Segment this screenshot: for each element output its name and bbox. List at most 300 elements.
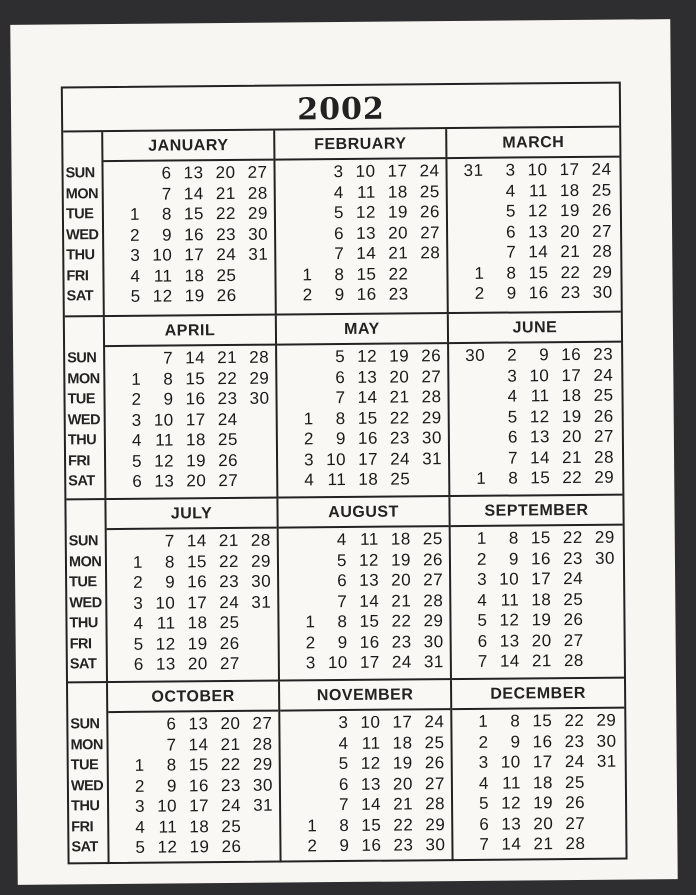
date-cell: 14 xyxy=(361,794,382,814)
date-cell: 25 xyxy=(419,181,440,201)
date-cell: 11 xyxy=(158,816,178,837)
date-cell: 30 xyxy=(594,548,616,568)
weekday-label: WED xyxy=(66,226,99,243)
date-cell: 5 xyxy=(336,550,348,570)
date-cell: 24 xyxy=(217,409,238,429)
date-cell: 7 xyxy=(337,591,348,611)
date-cell: 8 xyxy=(161,204,172,224)
date-cell: 27 xyxy=(593,426,614,446)
date-cell: 25 xyxy=(593,385,614,405)
date-cell: 3 xyxy=(131,410,142,430)
date-cell: 20 xyxy=(389,366,410,387)
date-cell: 12 xyxy=(155,633,176,654)
date-cell: 27 xyxy=(420,222,441,242)
date-cell: 18 xyxy=(559,180,580,200)
date-cell: 4 xyxy=(477,590,488,610)
date-cell: 9 xyxy=(339,835,350,856)
date-cell: 28 xyxy=(565,833,586,854)
date-cell: 25 xyxy=(422,529,443,549)
month-may xyxy=(277,314,451,496)
date-cell: 28 xyxy=(420,243,441,263)
weekday-label: WED xyxy=(69,594,102,611)
weekday-label: SAT xyxy=(66,288,94,305)
month-name: SEPTEMBER xyxy=(450,496,622,527)
date-cell: 23 xyxy=(216,224,237,244)
date-cell: 9 xyxy=(337,632,348,652)
date-cell: 3 xyxy=(304,449,315,469)
date-cell: 12 xyxy=(501,793,522,813)
weekday-label: FRI xyxy=(71,818,94,835)
date-cell: 29 xyxy=(249,368,270,388)
month-name: FEBRUARY xyxy=(275,129,445,160)
date-cell: 27 xyxy=(592,221,613,241)
month-name: JANUARY xyxy=(103,131,273,162)
weekday-label: FRI xyxy=(69,635,92,652)
date-cell: 30 xyxy=(596,731,617,751)
quarter-4 xyxy=(68,677,626,865)
date-cell: 5 xyxy=(335,346,346,367)
date-cell: 31 xyxy=(463,160,484,180)
date-cell: 6 xyxy=(334,223,345,243)
date-cell: 11 xyxy=(356,182,376,202)
month-june xyxy=(449,313,623,495)
month-december xyxy=(452,679,626,861)
date-cell: 28 xyxy=(421,387,442,407)
date-cell: 20 xyxy=(220,713,241,734)
date-cell: 21 xyxy=(562,447,583,467)
month-march xyxy=(447,128,621,312)
date-cell: 8 xyxy=(166,755,177,775)
date-cell: 6 xyxy=(161,163,172,183)
date-cell: 8 xyxy=(163,368,174,389)
weekday-label: SUN xyxy=(67,350,97,367)
date-cell: 2 xyxy=(478,732,489,752)
date-cell: 25 xyxy=(564,772,585,792)
date-cell: 9 xyxy=(166,775,177,796)
date-cell: 30 xyxy=(592,282,613,302)
month-name: DECEMBER xyxy=(452,679,624,710)
date-cell: 15 xyxy=(532,711,553,731)
date-cell: 29 xyxy=(594,527,615,547)
date-cell: 6 xyxy=(479,814,490,834)
date-cell: 14 xyxy=(359,591,380,611)
date-cell: 16 xyxy=(187,572,208,592)
date-cell: 17 xyxy=(559,159,580,180)
date-cell: 21 xyxy=(217,347,238,368)
date-cell: 21 xyxy=(560,241,581,262)
date-cell: 15 xyxy=(359,611,380,631)
date-cell: 29 xyxy=(252,754,273,774)
month-november xyxy=(280,680,454,862)
date-cell: 4 xyxy=(505,180,516,201)
date-cell: 26 xyxy=(216,285,237,306)
month-september xyxy=(450,496,624,678)
date-cell: 17 xyxy=(561,365,582,385)
date-cell: 18 xyxy=(189,816,210,836)
date-cell: 9 xyxy=(510,731,521,752)
date-cell: 19 xyxy=(186,450,207,470)
date-cell: 17 xyxy=(184,245,205,265)
weekday-label: THU xyxy=(66,247,95,264)
weekday-label: SUN xyxy=(70,716,100,733)
date-cell: 12 xyxy=(152,286,173,306)
date-cell: 19 xyxy=(533,793,554,813)
date-cell: 20 xyxy=(561,426,582,447)
date-cell: 26 xyxy=(591,200,612,220)
date-cell: 3 xyxy=(133,593,144,613)
date-cell: 24 xyxy=(390,448,411,469)
date-cell: 20 xyxy=(388,222,409,243)
calendar-card xyxy=(10,19,677,885)
date-cell: 14 xyxy=(499,651,520,671)
month-name: JUNE xyxy=(449,313,621,344)
date-cell: 6 xyxy=(132,471,143,491)
date-cell: 17 xyxy=(359,652,380,672)
date-cell: 3 xyxy=(135,796,146,816)
date-cell: 8 xyxy=(334,264,345,284)
date-cell: 24 xyxy=(419,161,440,181)
date-cell: 9 xyxy=(162,224,173,245)
date-cell: 14 xyxy=(185,348,206,368)
date-cell: 21 xyxy=(533,834,554,854)
date-cell: 20 xyxy=(560,221,581,241)
date-cell: 3 xyxy=(505,160,516,180)
date-cell: 23 xyxy=(388,284,409,304)
date-cell: 26 xyxy=(593,406,614,426)
date-cell: 13 xyxy=(356,223,377,243)
date-cell: 22 xyxy=(217,368,238,388)
date-cell: 20 xyxy=(531,630,552,650)
weekday-label: MON xyxy=(68,553,102,570)
date-cell: 9 xyxy=(165,572,176,592)
date-cell: 16 xyxy=(530,548,552,568)
date-cell: 6 xyxy=(477,631,488,651)
date-cell: 12 xyxy=(355,202,376,222)
weekday-label: WED xyxy=(70,777,104,794)
date-cell: 10 xyxy=(500,752,521,772)
date-cell: 7 xyxy=(477,651,488,671)
date-cell: 8 xyxy=(164,551,176,572)
date-cell: 31 xyxy=(253,795,274,815)
date-cell: 9 xyxy=(334,284,345,305)
date-cell: 15 xyxy=(188,755,209,775)
date-cell: 25 xyxy=(216,265,237,285)
date-cell: 10 xyxy=(152,245,173,265)
date-cell: 3 xyxy=(333,161,344,182)
date-cell: 26 xyxy=(422,549,444,569)
date-cell: 26 xyxy=(421,346,442,366)
date-cell: 23 xyxy=(393,835,414,855)
date-cell: 31 xyxy=(248,244,269,264)
date-cell: 15 xyxy=(183,204,204,224)
date-cell: 11 xyxy=(155,430,174,450)
month-name: AUGUST xyxy=(278,497,448,528)
date-cell: 11 xyxy=(530,386,550,406)
date-cell: 6 xyxy=(335,367,346,387)
date-cell: 12 xyxy=(529,406,550,426)
date-cell: 3 xyxy=(305,653,316,673)
date-cell: 18 xyxy=(358,469,379,489)
date-cell: 3 xyxy=(478,752,489,772)
date-cell: 22 xyxy=(391,611,412,631)
month-january xyxy=(103,131,277,315)
date-cell: 24 xyxy=(424,712,445,732)
date-cell: 19 xyxy=(390,549,412,570)
date-cell: 2 xyxy=(303,429,314,449)
date-cell: 28 xyxy=(249,347,270,367)
date-cell: 29 xyxy=(425,814,446,834)
date-cell: 29 xyxy=(421,407,442,427)
date-cell: 18 xyxy=(387,181,408,202)
date-cell: 6 xyxy=(337,570,348,591)
date-cell: 31 xyxy=(423,652,444,672)
date-cell: 1 xyxy=(478,711,489,731)
date-cell: 9 xyxy=(335,428,346,449)
date-cell: 3 xyxy=(477,569,488,589)
date-cell: 25 xyxy=(424,732,445,752)
date-cell: 30 xyxy=(465,345,486,365)
date-cell: 22 xyxy=(218,551,240,571)
date-cell: 19 xyxy=(187,633,208,653)
date-cell: 4 xyxy=(336,529,347,550)
date-cell: 24 xyxy=(391,652,412,672)
date-cell: 30 xyxy=(421,428,442,448)
date-cell: 26 xyxy=(565,792,586,813)
date-cell: 13 xyxy=(499,630,520,651)
date-cell: 12 xyxy=(527,201,548,221)
date-cell: 2 xyxy=(507,345,518,365)
date-cell: 23 xyxy=(593,344,614,364)
date-cell: 14 xyxy=(357,387,378,407)
date-cell: 1 xyxy=(474,263,485,283)
date-cell: 11 xyxy=(500,589,520,610)
date-cell: 20 xyxy=(392,773,413,794)
date-cell: 5 xyxy=(338,753,349,774)
date-cell: 4 xyxy=(333,182,344,202)
date-cell: 13 xyxy=(183,163,204,183)
date-cell: 16 xyxy=(528,283,549,303)
date-cell: 30 xyxy=(251,571,272,591)
date-cell: 2 xyxy=(130,225,141,245)
date-cell: 24 xyxy=(591,159,612,179)
date-cell: 14 xyxy=(183,183,204,203)
date-cell: 13 xyxy=(501,813,522,834)
date-cell: 15 xyxy=(530,468,551,488)
date-cell: 3 xyxy=(507,365,518,386)
weekday-label: SAT xyxy=(71,839,98,856)
date-cell: 27 xyxy=(219,653,240,674)
date-cell: 8 xyxy=(510,711,521,731)
date-cell: 5 xyxy=(132,451,143,471)
date-cell: 23 xyxy=(562,548,584,568)
date-cell: 29 xyxy=(247,203,268,223)
date-cell: 3 xyxy=(338,712,349,733)
date-cell: 29 xyxy=(594,467,615,487)
date-cell: 23 xyxy=(560,282,581,303)
date-cell: 27 xyxy=(218,470,239,491)
date-cell: 7 xyxy=(479,834,490,854)
date-cell: 8 xyxy=(506,262,517,283)
date-cell: 14 xyxy=(188,734,209,754)
weekday-label: FRI xyxy=(67,452,90,469)
date-cell: 4 xyxy=(131,430,142,450)
weekday-label: TUE xyxy=(70,757,99,774)
weekday-label: WED xyxy=(67,411,101,428)
month-february xyxy=(275,129,449,313)
date-cell: 21 xyxy=(215,183,236,203)
date-cell: 25 xyxy=(219,612,240,633)
date-cell: 20 xyxy=(186,471,207,491)
date-cell: 12 xyxy=(358,550,380,570)
date-cell: 2 xyxy=(476,549,488,569)
date-cell: 2 xyxy=(305,632,316,652)
weekday-column xyxy=(68,683,110,864)
date-cell: 13 xyxy=(528,221,549,241)
date-cell: 19 xyxy=(184,286,205,306)
date-cell: 1 xyxy=(302,264,313,284)
date-cell: 10 xyxy=(527,160,548,180)
date-cell: 3 xyxy=(130,245,141,265)
date-cell: 17 xyxy=(189,796,210,816)
weekday-label: SAT xyxy=(68,473,95,490)
date-cell: 24 xyxy=(219,592,240,612)
date-cell: 16 xyxy=(357,428,378,448)
date-cell: 5 xyxy=(505,201,516,221)
date-cell: 27 xyxy=(563,630,584,650)
date-cell: 31 xyxy=(422,448,443,468)
date-cell: 14 xyxy=(501,834,522,854)
weekday-column xyxy=(66,500,108,681)
date-cell: 19 xyxy=(561,406,582,426)
date-cell: 28 xyxy=(250,530,271,550)
date-cell: 14 xyxy=(186,531,207,551)
date-cell: 1 xyxy=(131,369,142,389)
date-cell: 28 xyxy=(594,447,615,467)
date-cell: 23 xyxy=(219,571,240,592)
date-cell: 10 xyxy=(529,365,550,385)
quarter-3 xyxy=(66,494,624,682)
date-cell: 2 xyxy=(134,776,145,796)
date-cell: 25 xyxy=(390,469,411,489)
date-cell: 28 xyxy=(425,794,446,814)
date-cell: 9 xyxy=(539,345,550,365)
date-cell: 21 xyxy=(218,530,239,551)
date-cell: 19 xyxy=(531,610,552,630)
date-cell: 25 xyxy=(563,589,584,609)
date-cell: 9 xyxy=(163,389,174,409)
date-cell: 28 xyxy=(423,590,444,610)
date-cell: 4 xyxy=(478,773,489,793)
weekday-label: THU xyxy=(69,615,98,632)
date-cell: 20 xyxy=(391,570,412,590)
date-cell: 7 xyxy=(508,447,519,468)
weekday-label: TUE xyxy=(65,206,94,223)
date-cell: 27 xyxy=(565,813,586,833)
date-cell: 16 xyxy=(361,835,382,855)
date-cell: 15 xyxy=(356,264,377,284)
date-cell: 7 xyxy=(163,348,174,368)
date-cell: 28 xyxy=(252,734,273,754)
date-cell: 28 xyxy=(247,183,268,203)
date-cell: 23 xyxy=(564,731,585,751)
weekday-label: MON xyxy=(67,370,100,387)
date-cell: 28 xyxy=(592,241,613,261)
date-cell: 21 xyxy=(389,387,410,407)
date-cell: 14 xyxy=(530,447,551,467)
date-cell: 11 xyxy=(156,613,176,633)
weekday-label: THU xyxy=(71,798,100,815)
date-cell: 1 xyxy=(305,612,316,632)
date-cell: 24 xyxy=(216,244,237,265)
date-cell: 27 xyxy=(247,162,268,182)
date-cell: 5 xyxy=(333,202,344,223)
date-cell: 11 xyxy=(528,180,548,200)
date-cell: 4 xyxy=(507,386,518,406)
weekday-label: TUE xyxy=(69,574,97,591)
month-name: MARCH xyxy=(447,128,619,159)
date-cell: 31 xyxy=(596,751,617,771)
date-cell: 8 xyxy=(339,815,350,835)
date-cell: 23 xyxy=(391,631,412,652)
weekday-column xyxy=(65,317,107,498)
date-cell: 7 xyxy=(335,387,346,408)
date-cell: 5 xyxy=(133,634,144,654)
date-cell: 1 xyxy=(303,408,314,428)
date-cell: 5 xyxy=(477,610,488,630)
date-cell: 10 xyxy=(360,712,381,732)
date-cell: 7 xyxy=(161,183,172,204)
date-cell: 12 xyxy=(157,837,178,857)
date-cell: 28 xyxy=(563,650,584,671)
calendar-2002 xyxy=(61,82,628,865)
date-cell: 26 xyxy=(221,836,242,857)
date-cell: 31 xyxy=(251,592,272,612)
date-cell: 7 xyxy=(164,531,175,551)
date-cell: 12 xyxy=(360,753,381,773)
month-name: OCTOBER xyxy=(108,682,278,713)
date-cell: 11 xyxy=(153,265,173,286)
date-cell: 20 xyxy=(215,162,236,183)
date-cell: 10 xyxy=(355,161,376,181)
date-cell: 17 xyxy=(187,592,208,612)
date-cell: 17 xyxy=(358,449,379,469)
date-cell: 6 xyxy=(506,221,517,242)
date-cell: 22 xyxy=(564,710,585,731)
weekday-column xyxy=(63,132,105,315)
date-cell: 10 xyxy=(327,652,348,673)
date-cell: 4 xyxy=(135,817,146,837)
date-cell: 24 xyxy=(564,751,585,772)
date-cell: 9 xyxy=(506,283,517,303)
date-cell: 15 xyxy=(186,551,208,571)
date-cell: 6 xyxy=(133,654,144,674)
date-cell: 22 xyxy=(393,814,414,835)
date-cell: 21 xyxy=(393,794,414,814)
date-cell: 19 xyxy=(392,753,413,773)
date-cell: 19 xyxy=(387,202,408,222)
date-cell: 10 xyxy=(499,569,520,589)
date-cell: 10 xyxy=(155,592,176,613)
date-cell: 22 xyxy=(562,467,583,488)
date-cell: 18 xyxy=(531,589,552,609)
date-cell: 2 xyxy=(307,836,318,856)
weekday-label: SUN xyxy=(65,165,95,182)
date-cell: 5 xyxy=(130,286,141,306)
date-cell: 15 xyxy=(357,408,378,428)
date-cell: 22 xyxy=(562,527,583,548)
weekday-label: FRI xyxy=(66,267,89,284)
date-cell: 1 xyxy=(134,755,145,775)
